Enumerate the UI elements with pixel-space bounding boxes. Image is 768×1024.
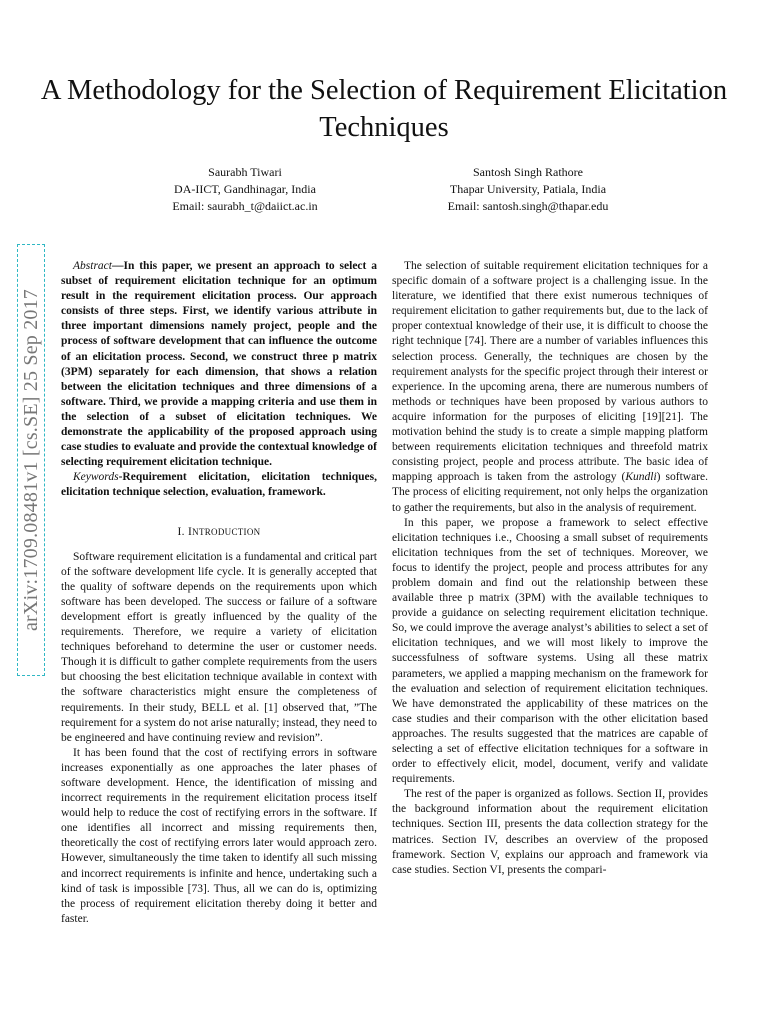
author-name: Saurabh Tiwari (208, 165, 282, 179)
abstract-label: Abstract (73, 260, 112, 272)
paragraph: It has been found that the cost of rectifying errors in software increases exponentially as one approaches the later phases of software development. Hence, the identification of missing and incorrect requirements in the requirement elicitation process itself would help to reduce the cost of rectifying errors in the software. If one identifies all incorrect and missing requirements then, theoretically the cost of rectifying errors later would approach zero. However, simultaneously the time taken to identify all such missing and incorrect requirements is infinite and hence, undertaking such a kind of task is impossible [73]. Thus, all we can do is, optimizing the process of requirement elicitation thereby doing it better and faster. (61, 746, 377, 925)
section-title: NTRODUCTION (192, 526, 261, 537)
paragraph: The rest of the paper is organized as follows. Section II, provides the background information about the requirement elicitation techniques. Section III, presents the data collection strategy for the matrices. Section IV, describes an overview of the proposed framework. Section V, explains our approach and framework via case studies. Section VI, presents the compari- (392, 788, 708, 876)
author-block (363, 164, 693, 215)
right-column (392, 259, 708, 878)
paragraph: In this paper, we propose a framework to select effective elicitation techniques i.e., Choosing a small subset of requirements elicitation techniques from the set of techniques. Moreover, we focus to identify the project, people and process attributes for any problem domain and find out the relationship between these available three p matrix (3PM) with the available techniques to provide a guidance on selecting requirement elicitation technique. So, we could improve the average analyst’s abilities to select a set of elicitation techniques, and we will most likely to improve the successfulness of software systems. Using all these matrix parameters, we applied a mapping mechanism on the framework for the evaluation and selection of requirement elicitation techniques. We have demonstrated the applicability of these matrices on the case studies and their comparison with the other elicitation based approaches. The results suggested that the matrices are capable of selecting a set of effective elicitation techniques for a software in order to effectively elicit, model, document, verify and validate requirements. (392, 516, 708, 786)
paragraph-text: ) software. The process of eliciting requirement, not only helps the organization to gather the requirements, but also in the analysis of requirement. (392, 471, 708, 514)
arxiv-identifier[interactable]: arXiv:1709.08481v1 [cs.SE] 25 Sep 2017 (17, 244, 45, 676)
keywords-label: Keywords (73, 471, 119, 484)
paragraph: Software requirement elicitation is a fundamental and critical part of the software development life cycle. It is generally accepted that the quality of software depends on the requirements upon which software has been developed. The success or failure of a software development effort is greatly influenced by the quality of the requirements. Therefore, we require a variety of elicitation techniques beforehand to determine the user or customer needs. Though it is difficult to gather complete requirements from the users but choosing the best elicitation technique available in context with the software characteristics might ensure the completeness of requirements. In their study, BELL et al. [1] observed that, ”The requirement for a system do not arise naturally; instead, they need to be engineered and have continuing review and revision”. (61, 550, 377, 744)
paragraph (392, 259, 708, 516)
author-affiliation: Thapar University, Patiala, India (449, 182, 607, 196)
abstract (61, 259, 377, 470)
author-name: Santosh Singh Rathore (473, 165, 583, 179)
paragraph-text: The selection of suitable requirement elicitation techniques for a specific domain of a software project is a challenging issue. In the literature, we identified that there exist numerous techniques of requirement elicitation to gather requirements but, due to the lack of proper contextual knowledge of their use, it is difficult to choose the right technique [74]. There are a number of variables influences this selection process. Generally, the techniques are chosen by the requirement analysts for the specific project through their interest or experience. In the upcoming arena, there are numerous numbers of methods or techniques have been proposed by various authors to acquire information for the purposes of eliciting [19][21]. The motivation behind the study is to create a simple mapping platform between requirements elicitation techniques and threefold matrix consisting project, people and process attribute. The basic idea of mapping approach is taken from the astrology ( (392, 260, 708, 484)
paper-title: A Methodology for the Selection of Requirement Elicitation Techniques (40, 75, 728, 143)
keywords (61, 470, 377, 500)
author-email: Email: santosh.singh@thapar.edu (447, 199, 609, 213)
left-column (61, 259, 377, 927)
abstract-text: —In this paper, we present an approach to select a subset of requirement elicitation technique for an optimum result in the requirement elicitation process. Our approach consists of three steps. First, we identify various attribute in three important dimensions namely project, people and the process of software development that can influence the outcome of an elicitation process. Second, we construct three p matrix (3PM) separately for each dimension, that shows a relation between the elicitation techniques and three dimensions of a software. Third, we provide a mapping criteria and use them in the selection of a subset of elicitation techniques. We demonstrate the applicability of the proposed approach using case studies to evaluate and provide the contextual knowledge of selecting requirement elicitation technique. (61, 260, 377, 469)
paragraph-italic: Kundli (625, 471, 657, 484)
section-heading (61, 525, 377, 540)
author-block (80, 164, 410, 215)
author-affiliation: DA-IICT, Gandhinagar, India (174, 182, 316, 196)
section-number: I. I (177, 525, 193, 538)
keywords-text: -Requirement elicitation, elicitation techniques, elicitation technique selection, evaluation, framework. (61, 471, 377, 499)
author-email: Email: saurabh_t@daiict.ac.in (172, 199, 318, 213)
